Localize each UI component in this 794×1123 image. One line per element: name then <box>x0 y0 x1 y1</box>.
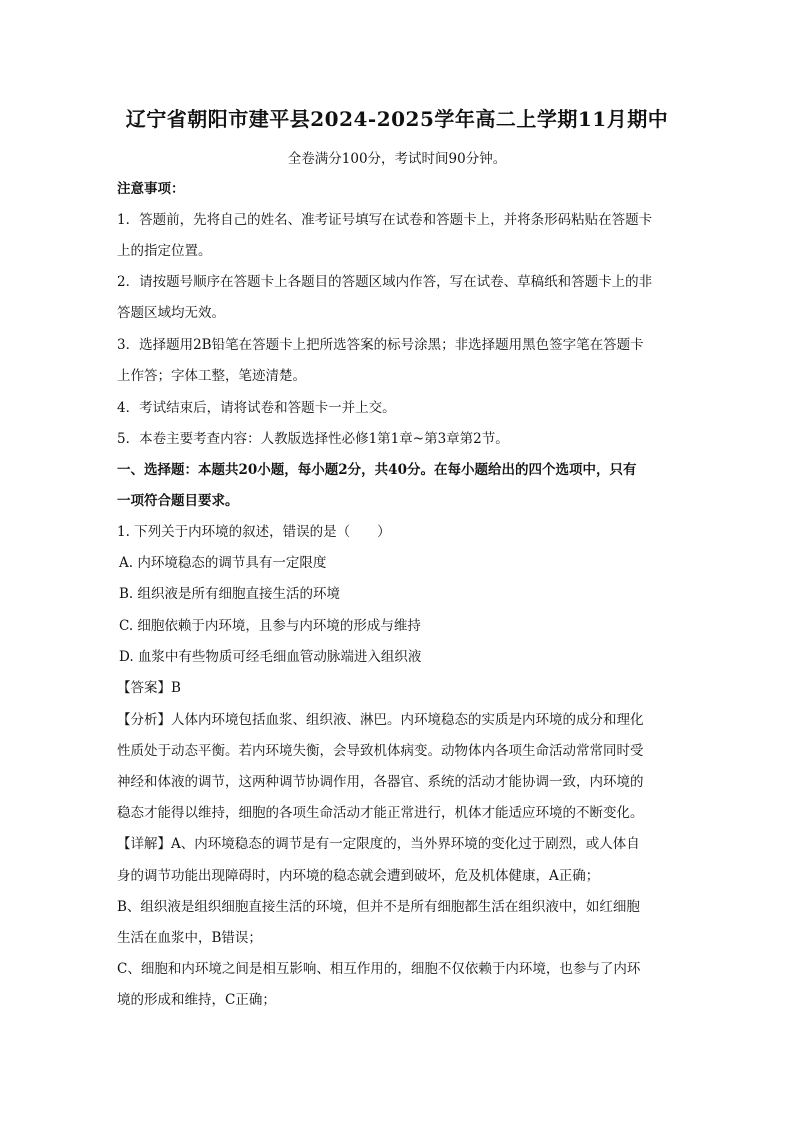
section-heading-line-1: 一、选择题：本题共20小题，每小题2分，共40分。在每小题给出的四个选项中，只有 <box>117 462 637 478</box>
page-title: 辽宁省朝阳市建平县2024-2025学年高二上学期11月期中 <box>125 107 669 131</box>
detail-line-6: 境的形成和维持，C正确； <box>117 992 276 1008</box>
page-subtitle: 全卷满分100分，考试时间90分钟。 <box>287 151 507 167</box>
option-d: D. 血浆中有些物质可经毛细血管动脉端进入组织液 <box>119 649 422 665</box>
answer-line: 【答案】B <box>117 680 181 696</box>
question-stem: 1. 下列关于内环境的叙述，错误的是（ ） <box>117 524 391 540</box>
detail-line-2: 身的调节功能出现障碍时，内环境的稳态就会遭到破坏，危及机体健康，A正确； <box>117 868 600 884</box>
option-a: A. 内环境稳态的调节具有一定限度 <box>119 555 327 571</box>
notice-item-2-line-1: 2．请按题号顺序在答题卡上各题目的答题区域内作答，写在试卷、草稿纸和答题卡上的非 <box>117 274 653 290</box>
section-heading-line-2: 一项符合题目要求。 <box>117 493 239 509</box>
analysis-line-3: 神经和体液的调节，这两种调节协调作用，各器官、系统的活动才能协调一致，内环境的 <box>117 774 644 790</box>
notice-item-4: 4．考试结束后，请将试卷和答题卡一并上交。 <box>117 400 396 416</box>
analysis-line-4: 稳态才能得以维持，细胞的各项生命活动才能正常进行，机体才能适应环境的不断变化。 <box>117 805 644 821</box>
notice-item-3-line-1: 3．选择题用2B铅笔在答题卡上把所选答案的标号涂黑；非选择题用黑色签字笔在答题卡 <box>117 337 644 353</box>
detail-line-1: 【详解】A、内环境稳态的调节是有一定限度的，当外界环境的变化过于剧烈，或人体自 <box>117 836 640 852</box>
notice-item-1-line-1: 1．答题前，先将自己的姓名、准考证号填写在试卷和答题卡上，并将条形码粘贴在答题卡 <box>117 212 653 228</box>
option-b: B. 组织液是所有细胞直接生活的环境 <box>119 586 341 602</box>
notice-item-3-line-2: 上作答；字体工整，笔迹清楚。 <box>117 368 306 384</box>
notice-item-5: 5．本卷主要考查内容：人教版选择性必修1第1章~第3章第2节。 <box>117 431 509 447</box>
notice-item-2-line-2: 答题区域均无效。 <box>117 305 225 321</box>
notice-item-1-line-2: 上的指定位置。 <box>117 243 212 259</box>
detail-line-4: 生活在血浆中，B错误； <box>117 930 262 946</box>
detail-line-5: C、细胞和内环境之间是相互影响、相互作用的，细胞不仅依赖于内环境，也参与了内环 <box>117 961 641 977</box>
analysis-line-1: 【分析】人体内环境包括血浆、组织液、淋巴。内环境稳态的实质是内环境的成分和理化 <box>117 712 644 728</box>
option-c: C. 细胞依赖于内环境，且参与内环境的形成与维持 <box>119 618 421 634</box>
analysis-line-2: 性质处于动态平衡。若内环境失衡，会导致机体病变。动物体内各项生命活动常常同时受 <box>117 743 644 759</box>
notice-heading: 注意事项： <box>117 181 185 197</box>
detail-line-3: B、组织液是组织细胞直接生活的环境，但并不是所有细胞都生活在组织液中，如红细胞 <box>117 899 640 915</box>
